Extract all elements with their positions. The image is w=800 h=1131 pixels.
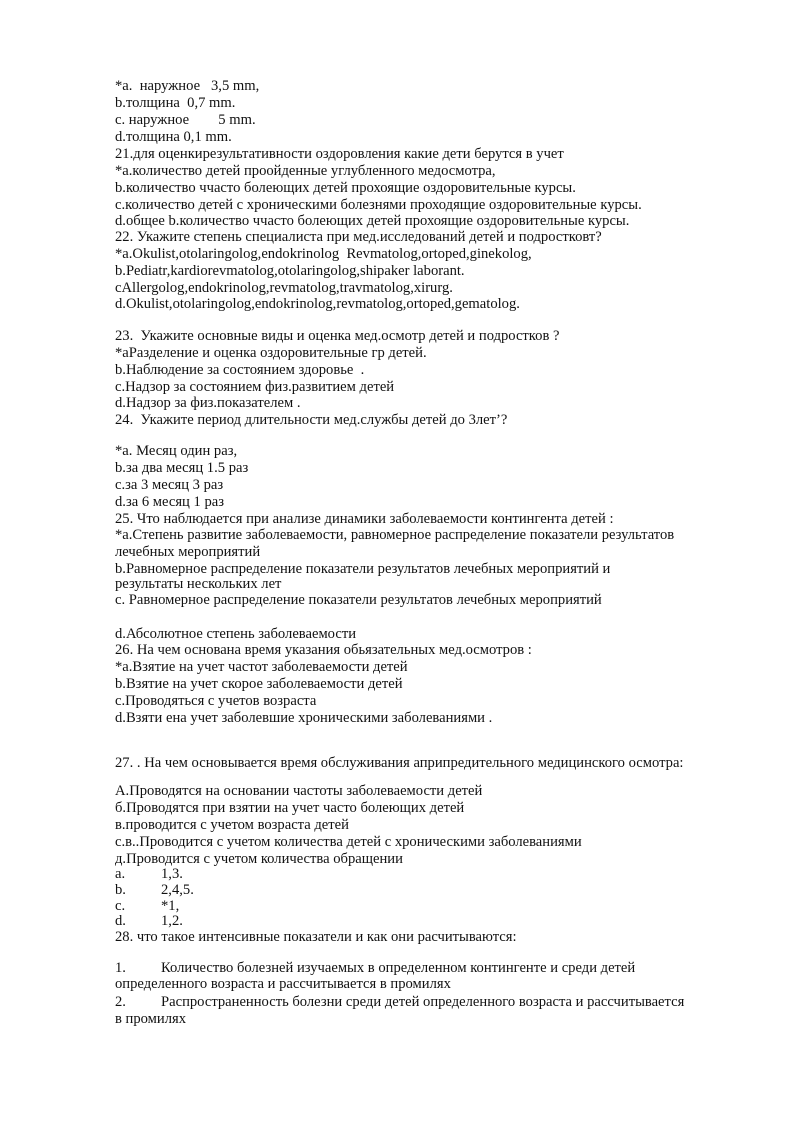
- answer-line: b.Равномерное распределение показатели результатов лечебных мероприятий и: [115, 561, 611, 577]
- answer-line: *a.Степень развитие заболеваемости, равномерное распределение показатели результатов: [115, 527, 675, 543]
- answer-line: c.за 3 месяц 3 раз: [115, 477, 224, 493]
- answer-line: б.Проводятся при взятии на учет часто болеющих детей: [115, 800, 465, 816]
- answer-line: d.Взяти ена учет заболевшие хроническими заболеваниями .: [115, 710, 493, 726]
- item-continuation: определенного возраста и рассчитывается в промилях: [115, 976, 451, 992]
- answer-line: d.Абсолютное степень заболеваемости: [115, 626, 357, 642]
- answer-line: d.Надзор за физ.показателем .: [115, 395, 301, 411]
- option-key: a.: [115, 866, 126, 882]
- option-key: c.: [115, 898, 126, 914]
- answer-line: d.толщина 0,1 mm.: [115, 129, 232, 145]
- answer-line: c.количество детей с хроническими болезнями проходящие оздоровительные курсы.: [115, 197, 642, 213]
- answer-line: д.Проводится с учетом количества обращении: [115, 851, 403, 867]
- option-value: 1,3.: [161, 866, 183, 882]
- item-text: Распространенность болезни среди детей определенного возраста и рассчитывается: [161, 994, 685, 1010]
- answer-line: результаты нескольких лет: [115, 576, 282, 592]
- item-number: 1.: [115, 960, 126, 976]
- answer-line: d.за 6 месяц 1 раз: [115, 494, 224, 510]
- answer-line: b.Pediatr,kardiorevmatolog,otolaringolog,shipaker laborant.: [115, 263, 465, 279]
- answer-line: d.Okulist,otolaringolog,endokrinolog,revmatolog,ortoped,gematolog.: [115, 296, 520, 312]
- option-row: [115, 913, 183, 930]
- item-number: 2.: [115, 994, 126, 1010]
- numbered-item: [115, 960, 635, 977]
- answer-line: лечебных мероприятий: [115, 544, 261, 560]
- option-key: b.: [115, 882, 126, 898]
- answer-line: с.в..Проводится с учетом количества детей с хроническими заболеваниями: [115, 834, 582, 850]
- option-value: *1,: [161, 898, 180, 914]
- question-27: 27. . На чем основывается время обслуживания априпредительного медицинского осмотра:: [115, 755, 684, 771]
- option-value: 1,2.: [161, 913, 183, 929]
- answer-line: b.Взятие на учет скорое заболеваемости детей: [115, 676, 403, 692]
- answer-line: *aРазделение и оценка оздоровительные гр детей.: [115, 345, 427, 361]
- answer-line: *a.количество детей проойденные углубленного медосмотра,: [115, 163, 496, 179]
- question-26: 26. На чем основана время указания обьязательных мед.осмотров :: [115, 642, 532, 658]
- question-24: 24. Укажите период длительности мед.службы детей до 3лет’?: [115, 412, 508, 428]
- item-continuation: в промилях: [115, 1011, 187, 1027]
- option-row: [115, 882, 194, 899]
- option-row: [115, 866, 183, 883]
- answer-line: *a.Взятие на учет частот заболеваемости детей: [115, 659, 408, 675]
- answer-line: c.Надзор за состоянием физ.развитием детей: [115, 379, 395, 395]
- answer-line: в.проводится с учетом возраста детей: [115, 817, 349, 833]
- answer-line: cAllergolog,endokrinolog,revmatolog,travmatolog,xirurg.: [115, 280, 453, 296]
- question-22: 22. Укажите степень специалиста при мед.исследований детей и подростковт?: [115, 229, 602, 245]
- question-25: 25. Что наблюдается при анализе динамики заболеваемости контингента детей :: [115, 511, 614, 527]
- answer-line: b.за два месяц 1.5 раз: [115, 460, 249, 476]
- answer-line: *a. Месяц один раз,: [115, 443, 238, 459]
- item-text: Количество болезней изучаемых в определенном контингенте и среди детей: [161, 960, 636, 976]
- answer-line: c. наружное 5 mm.: [115, 112, 256, 128]
- option-value: 2,4,5.: [161, 882, 194, 898]
- answer-line: *a. наружное 3,5 mm,: [115, 78, 260, 94]
- answer-line: b.толщина 0,7 mm.: [115, 95, 236, 111]
- answer-line: b.Наблюдение за состоянием здоровье .: [115, 362, 365, 378]
- numbered-item: [115, 994, 684, 1011]
- question-28: 28. что такое интенсивные показатели и как они расчитываются:: [115, 929, 517, 945]
- answer-line: c.Проводяться с учетов возраста: [115, 693, 317, 709]
- answer-line: c. Равномерное распределение показатели результатов лечебных мероприятий: [115, 592, 602, 608]
- option-key: d.: [115, 913, 126, 929]
- answer-line: d.общее b.количество ччасто болеющих детей прохоящие оздоровительные курсы.: [115, 213, 630, 229]
- answer-line: А.Проводятся на основании частоты заболеваемости детей: [115, 783, 483, 799]
- answer-line: b.количество ччасто болеющих детей прохоящие оздоровительные курсы.: [115, 180, 576, 196]
- question-23: 23. Укажите основные виды и оценка мед.осмотр детей и подростков ?: [115, 328, 560, 344]
- question-21: 21.для оценкирезультативности оздоровления какие дети берутся в учет: [115, 146, 564, 162]
- answer-line: *a.Okulist,otolaringolog,endokrinolog Revmatolog,ortoped,ginekolog,: [115, 246, 532, 262]
